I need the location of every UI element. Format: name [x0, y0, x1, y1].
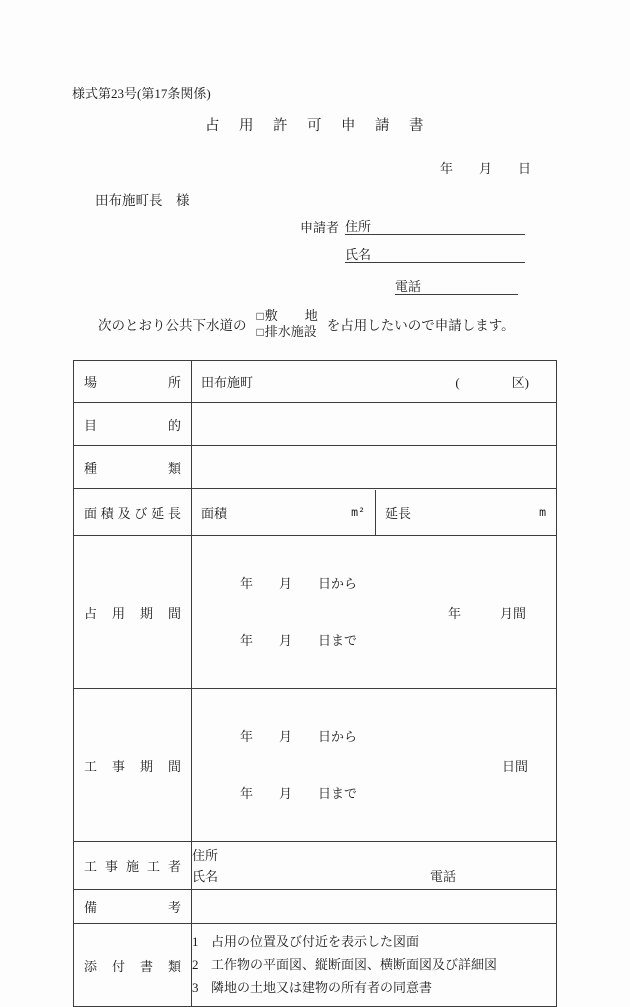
row-kind	[74, 446, 557, 489]
applicant-name-label: 氏名	[345, 247, 372, 262]
attachment-item	[192, 955, 556, 975]
location-value-cell[interactable]	[192, 361, 557, 403]
attachments-label: 添付書類	[74, 924, 192, 1007]
applicant-address-label: 住所	[345, 219, 372, 234]
occupancy-duration: 年 月間	[447, 605, 526, 621]
occupancy-to: 年 月 日まで	[240, 633, 358, 648]
contractor-label: 工事施工者	[74, 842, 192, 890]
applicant-name-field[interactable]	[345, 244, 525, 263]
contractor-name-line	[192, 866, 556, 887]
area-length-label: 面積及び延長	[74, 489, 192, 536]
area-length-cell	[192, 489, 557, 536]
intro-text-before: 次のとおり公共下水道の	[98, 318, 247, 333]
attachment-2-text: 工作物の平面図、縦断面図、横断面図及び詳細図	[211, 957, 498, 972]
attachment-item	[192, 978, 556, 998]
purpose-label: 目的	[74, 403, 192, 446]
row-contractor	[74, 842, 557, 890]
remarks-value-cell[interactable]	[192, 890, 557, 924]
form-number: 様式第23号(第17条関係)	[72, 86, 211, 101]
area-field[interactable]	[192, 490, 376, 535]
kind-value-cell[interactable]	[192, 446, 557, 489]
row-remarks	[74, 890, 557, 924]
intro-sentence	[98, 308, 515, 340]
row-location	[74, 361, 557, 403]
attachments-cell	[192, 924, 557, 1007]
contractor-address-line	[192, 845, 556, 866]
option-site-label: 敷地	[264, 308, 318, 323]
location-value: 田布施町	[201, 375, 254, 390]
option-drainage-label: 排水施設	[264, 324, 317, 339]
contractor-address-label: 住所	[192, 847, 219, 863]
option-site[interactable]	[257, 308, 318, 324]
row-attachments	[74, 924, 557, 1007]
attachment-item	[192, 932, 556, 952]
attachment-2-num: 2	[192, 957, 199, 972]
attachment-3-text: 隣地の土地又は建物の所有者の同意書	[211, 980, 433, 995]
attachment-3-num: 3	[192, 980, 199, 995]
application-table	[73, 360, 557, 1007]
area-label: 面積	[201, 505, 228, 521]
attachment-1-text: 占用の位置及び付近を表示した図面	[211, 934, 420, 949]
construction-duration: 日間	[501, 758, 528, 774]
purpose-value-cell[interactable]	[192, 403, 557, 446]
applicant-address-field[interactable]	[345, 216, 525, 235]
row-purpose	[74, 403, 557, 446]
kind-label: 種類	[74, 446, 192, 489]
row-area-length	[74, 489, 557, 536]
checkbox-site-icon[interactable]: □	[256, 309, 264, 323]
location-district: ( 区)	[455, 375, 529, 390]
location-label: 場所	[74, 361, 192, 403]
length-field[interactable]	[376, 490, 556, 535]
applicant-phone-field[interactable]	[395, 276, 518, 295]
form-title: 占用許可申請書	[205, 118, 443, 134]
date-line: 年 月 日	[440, 161, 532, 176]
applicant-phone-label: 電話	[395, 279, 422, 294]
occupancy-from: 年 月 日から	[240, 576, 358, 591]
option-drainage[interactable]	[257, 324, 318, 340]
length-unit: m	[539, 505, 546, 519]
row-occupancy-period	[74, 536, 557, 689]
construction-period-label: 工事期間	[74, 689, 192, 842]
occupancy-target-options	[257, 308, 318, 340]
construction-to: 年 月 日まで	[240, 786, 358, 801]
remarks-label: 備考	[74, 890, 192, 924]
checkbox-drainage-icon[interactable]: □	[256, 325, 264, 339]
attachment-1-num: 1	[192, 934, 199, 949]
occupancy-period-dates	[240, 536, 357, 688]
area-unit: m²	[351, 505, 365, 519]
length-label: 延長	[385, 505, 412, 521]
row-construction-period	[74, 689, 557, 842]
occupancy-period-cell[interactable]	[192, 536, 557, 689]
contractor-cell[interactable]	[192, 842, 557, 890]
construction-period-cell[interactable]	[192, 689, 557, 842]
contractor-name-label: 氏名	[192, 868, 219, 884]
applicant-label: 申請者	[300, 220, 340, 235]
occupancy-period-label: 占用期間	[74, 536, 192, 689]
construction-period-dates	[240, 689, 357, 841]
contractor-phone-label: 電話	[430, 868, 457, 884]
intro-text-after: を占用したいので申請します。	[326, 318, 515, 333]
construction-from: 年 月 日から	[240, 729, 358, 744]
addressee: 田布施町長 様	[95, 193, 190, 208]
